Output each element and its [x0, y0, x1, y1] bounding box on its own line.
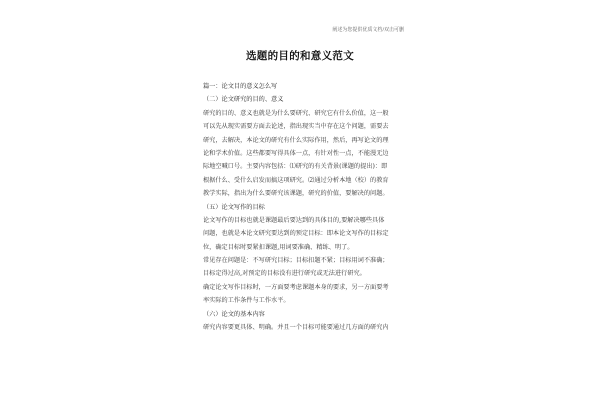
- paragraph-line: 研究，去解决，本论文的研究有什么实际作用，然后，再写论文的理: [203, 136, 389, 144]
- document-title: 选题的目的和意义范文: [246, 50, 354, 62]
- section-heading-purpose: （二）论文研究的目的、意义: [203, 96, 284, 104]
- paragraph-line: 研究内容要更具体、明确。并且一个目标可能要通过几方面的研究内: [203, 324, 389, 332]
- paragraph-line: 常见存在问题是：不写研究目标；目标扣题不紧；目标用词不准确；: [203, 257, 389, 265]
- header-note: 阐述为您提供优质文档/双击可删: [332, 27, 404, 33]
- paragraph-line: 位，确定目标时要紧扣课题,用词要准确、精练、明了。: [203, 243, 354, 251]
- paragraph-line: 教学实际，指出为什么要研究该课题，研究的价值，要解决的问题。: [203, 190, 389, 198]
- paragraph-line: 根据什么、受什么启发而搞这项研究。⑵通过分析本地（校）的教育: [203, 176, 389, 184]
- section-heading-goals: （五）论文写作的目标: [203, 203, 265, 211]
- section-heading-content: （六）论文的基本内容: [203, 310, 265, 318]
- paragraph-line: 确定论文写作目标时，一方面要考虑课题本身的要求，另一方面要考: [203, 283, 389, 291]
- paragraph-line: 率实际的工作条件与工作水平。: [203, 297, 290, 305]
- paragraph-line: 问题，也就是本论文研究要达到的预定目标：即本论文写作的目标定: [203, 230, 389, 238]
- paragraph-line: 论文写作的目标也就是课题最后要达到的具体目的,要解决哪些具体: [203, 216, 385, 224]
- paragraph-line: 可以先从现实需要方面去论述，指出现实当中存在这个问题，需要去: [203, 123, 389, 131]
- paragraph-line: 论和学术价值。这些都要写得具体一点，有针对性一点，不能漫无边: [203, 149, 389, 157]
- paragraph-line: 际地空喊口号。主要内容包括：⑴研究的有关背景(课题的提出)：即: [203, 163, 388, 171]
- paragraph-line: 目标定得过高,对预定的目标没有进行研究或无法进行研究。: [203, 270, 366, 278]
- document-body: [203, 80, 403, 334]
- section-heading-pian1: 篇一：论文目的意义怎么写: [203, 83, 278, 90]
- paragraph-line: 研究的目的、意义也就是为什么要研究、研究它有什么价值，这一般: [203, 109, 389, 117]
